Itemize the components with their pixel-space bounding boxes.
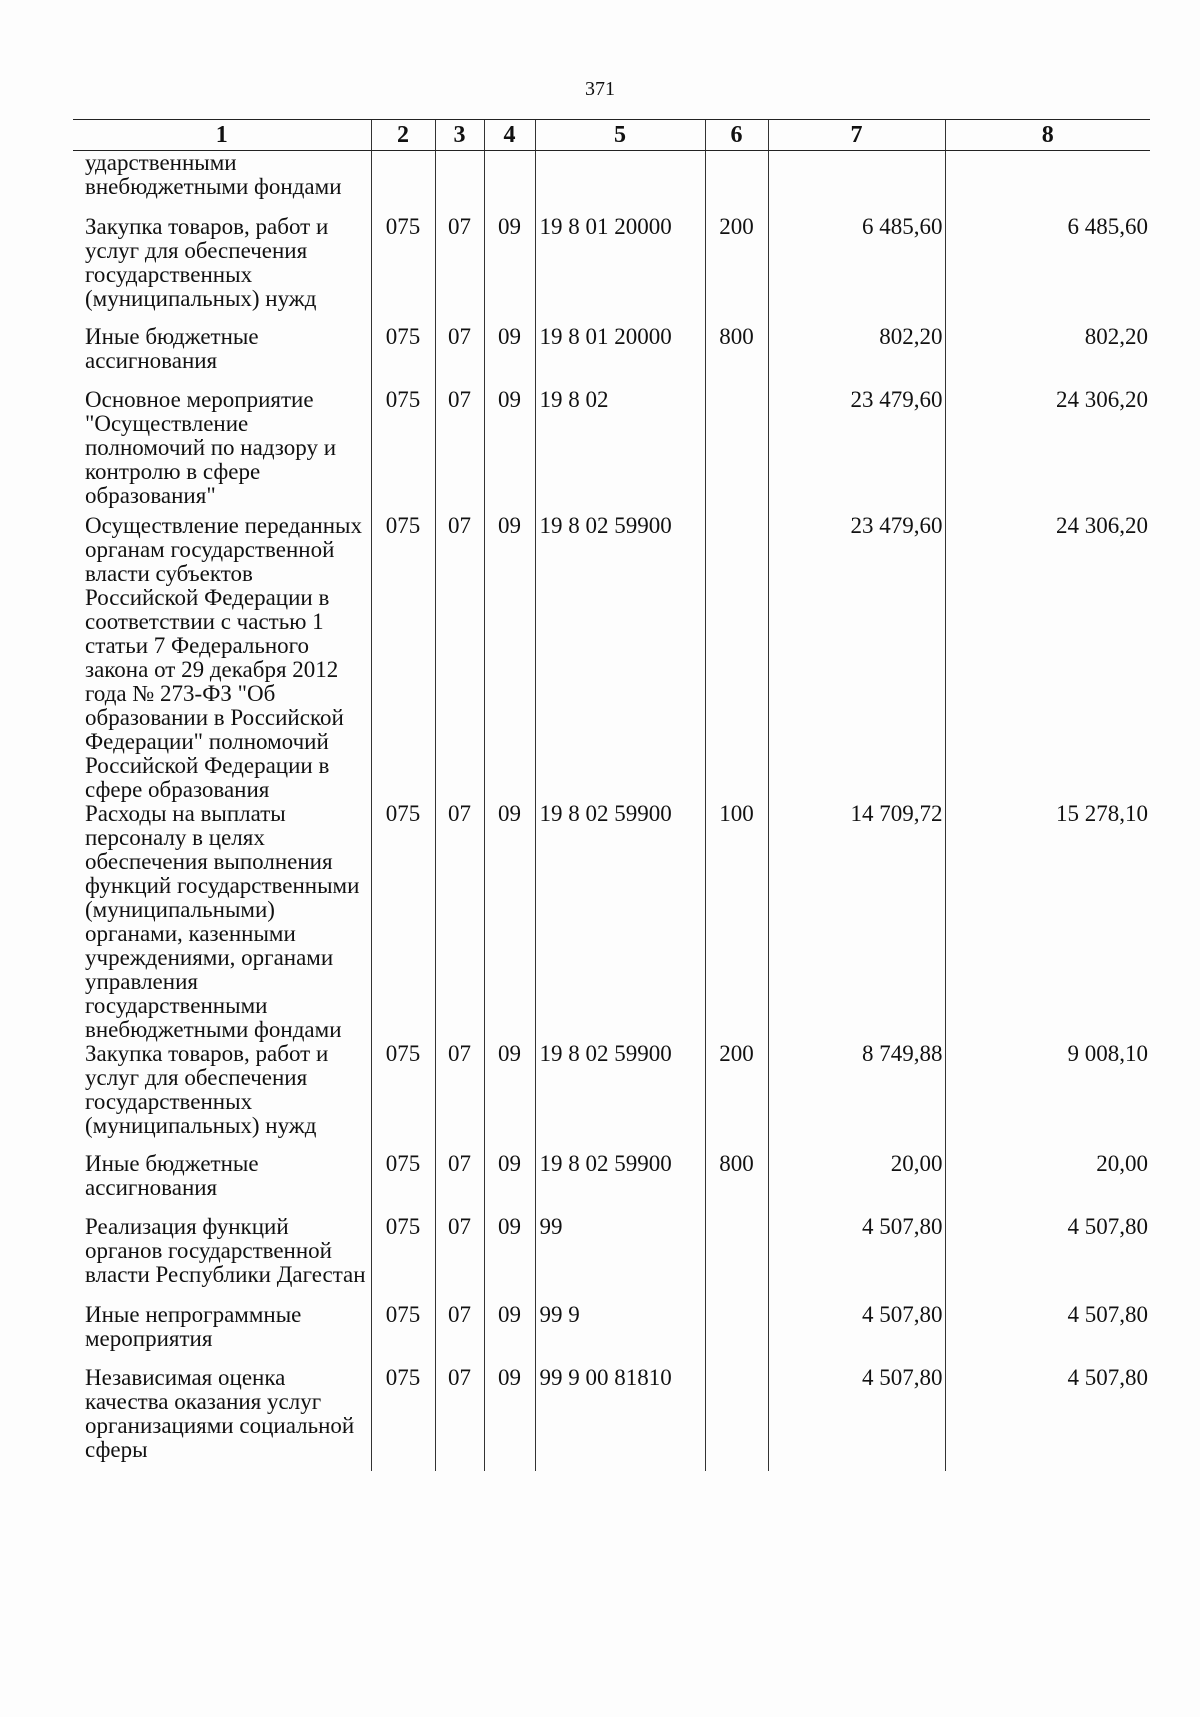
row-value-cell <box>371 1215 435 1303</box>
row-value: 07 <box>448 800 471 826</box>
row-value-cell <box>535 1366 705 1471</box>
header-row <box>73 120 1150 151</box>
row-value-cell <box>535 388 705 514</box>
row-value: 9 008,10 <box>1067 1040 1148 1066</box>
row-value: 09 <box>498 1150 521 1176</box>
row-value: 6 485,60 <box>1067 213 1148 239</box>
row-value-cell <box>371 1366 435 1471</box>
row-value: 09 <box>498 1301 521 1327</box>
page-number: 371 <box>585 78 615 100</box>
row-value-cell <box>535 802 705 1042</box>
row-value: 8 749,88 <box>862 1040 943 1066</box>
row-value-cell <box>535 325 705 388</box>
table-row <box>73 1303 1150 1366</box>
row-value-cell <box>535 215 705 325</box>
row-value: 802,20 <box>1084 323 1148 349</box>
row-value: 99 9 00 81810 <box>539 1364 672 1390</box>
row-value-cell <box>535 514 705 802</box>
row-value-cell <box>705 514 768 802</box>
row-description-cell <box>73 514 371 802</box>
row-value-cell <box>484 1215 535 1303</box>
row-value: 075 <box>385 1213 421 1239</box>
row-value-cell <box>484 215 535 325</box>
row-value-cell <box>484 151 535 215</box>
row-value: 15 278,10 <box>1056 800 1148 826</box>
row-description-cell <box>73 1152 371 1215</box>
row-value: 6 485,60 <box>862 213 943 239</box>
row-value: 200 <box>719 1040 754 1066</box>
row-value: 07 <box>448 213 471 239</box>
row-value-cell <box>945 215 1150 325</box>
row-value-cell <box>435 215 484 325</box>
row-value-cell <box>945 802 1150 1042</box>
row-value: 075 <box>385 1040 421 1066</box>
row-value-cell <box>371 802 435 1042</box>
row-value: 19 8 02 <box>539 386 609 412</box>
row-value-cell <box>371 388 435 514</box>
row-value: 800 <box>719 1150 754 1176</box>
row-value: 19 8 02 59900 <box>539 1150 672 1176</box>
row-value-cell <box>435 514 484 802</box>
table-row <box>73 1215 1150 1303</box>
row-value: 800 <box>719 323 754 349</box>
row-value-cell <box>945 388 1150 514</box>
row-value-cell <box>705 215 768 325</box>
row-value-cell <box>768 514 945 802</box>
row-description: Закупка товаров, работ и услуг для обеспечения государственных (муниципальных) нужд <box>85 213 329 311</box>
row-value: 24 306,20 <box>1056 386 1148 412</box>
row-value: 4 507,80 <box>1067 1301 1148 1327</box>
row-value: 07 <box>448 323 471 349</box>
row-value-cell <box>535 1152 705 1215</box>
table-row <box>73 802 1150 1042</box>
row-description: Расходы на выплаты персоналу в целях обеспечения выполнения функций государственными (муниципальными) органами, казенными учреждениями, органами управления государственными внебюджетными фондами <box>85 800 360 1042</box>
row-value-cell <box>705 1215 768 1303</box>
row-value: 99 9 <box>539 1301 580 1327</box>
row-value-cell <box>705 1152 768 1215</box>
row-value-cell <box>484 1152 535 1215</box>
table-row <box>73 388 1150 514</box>
row-value-cell <box>945 1303 1150 1366</box>
row-value-cell <box>435 151 484 215</box>
table-row <box>73 1366 1150 1471</box>
row-value: 09 <box>498 512 521 538</box>
row-value-cell <box>945 1366 1150 1471</box>
row-value: 20,00 <box>890 1150 943 1176</box>
row-value-cell <box>768 215 945 325</box>
row-value-cell <box>945 1215 1150 1303</box>
column-header: 6 <box>705 120 768 151</box>
row-value: 075 <box>385 512 421 538</box>
row-value: 200 <box>719 213 754 239</box>
row-description: Иные бюджетные ассигнования <box>85 323 259 373</box>
row-value: 99 <box>539 1213 563 1239</box>
row-description-cell <box>73 1042 371 1152</box>
row-description-cell <box>73 802 371 1042</box>
row-value-cell <box>768 1215 945 1303</box>
row-value: 09 <box>498 213 521 239</box>
row-value: 4 507,80 <box>862 1301 943 1327</box>
row-value: 075 <box>385 1301 421 1327</box>
row-value: 075 <box>385 800 421 826</box>
row-description: ударственными внебюджетными фондами <box>85 150 342 199</box>
row-description-cell <box>73 151 371 215</box>
row-value: 07 <box>448 1150 471 1176</box>
row-value-cell <box>484 802 535 1042</box>
column-header: 2 <box>371 120 435 151</box>
row-value: 14 709,72 <box>850 800 943 826</box>
row-value: 802,20 <box>879 323 943 349</box>
row-value-cell <box>945 1152 1150 1215</box>
row-value-cell <box>435 325 484 388</box>
row-value: 24 306,20 <box>1056 512 1148 538</box>
row-value-cell <box>371 151 435 215</box>
row-value-cell <box>768 1042 945 1152</box>
row-value-cell <box>371 215 435 325</box>
row-value: 07 <box>448 1213 471 1239</box>
row-value: 07 <box>448 386 471 412</box>
row-value-cell <box>945 325 1150 388</box>
row-value: 09 <box>498 1364 521 1390</box>
table-row <box>73 1152 1150 1215</box>
row-description: Закупка товаров, работ и услуг для обеспечения государственных (муниципальных) нужд <box>85 1040 329 1138</box>
column-header: 4 <box>484 120 535 151</box>
row-value-cell <box>371 325 435 388</box>
row-value-cell <box>371 1042 435 1152</box>
row-value-cell <box>705 1366 768 1471</box>
row-value-cell <box>768 802 945 1042</box>
row-value-cell <box>768 151 945 215</box>
row-value-cell <box>535 151 705 215</box>
row-value-cell <box>945 514 1150 802</box>
row-value: 09 <box>498 1040 521 1066</box>
row-value: 075 <box>385 323 421 349</box>
row-value: 4 507,80 <box>1067 1213 1148 1239</box>
row-value: 07 <box>448 1301 471 1327</box>
row-value-cell <box>484 514 535 802</box>
row-value-cell <box>535 1042 705 1152</box>
row-value-cell <box>705 151 768 215</box>
row-description: Реализация функций органов государственной власти Республики Дагестан <box>85 1213 366 1287</box>
column-header: 8 <box>945 120 1150 151</box>
row-value: 20,00 <box>1096 1150 1148 1176</box>
row-value-cell <box>435 1152 484 1215</box>
row-value-cell <box>435 1366 484 1471</box>
row-value-cell <box>435 1303 484 1366</box>
row-value: 075 <box>385 213 421 239</box>
row-value-cell <box>768 388 945 514</box>
row-description: Осуществление переданных органам государственной власти субъектов Российской Федерации в соответствии с частью 1 статьи 7 Федерального закона от 29 декабря 2012 года № 273-ФЗ "Об образовании в Российской Федерации" полномочий Российской Федерации в сфере образования <box>85 512 362 802</box>
row-description-cell <box>73 215 371 325</box>
row-value-cell <box>484 325 535 388</box>
row-value-cell <box>705 388 768 514</box>
row-value: 07 <box>448 1040 471 1066</box>
row-value-cell <box>435 388 484 514</box>
row-value-cell <box>371 1152 435 1215</box>
row-description-cell <box>73 1303 371 1366</box>
row-value: 075 <box>385 1150 421 1176</box>
row-value: 09 <box>498 1213 521 1239</box>
row-value: 23 479,60 <box>850 386 943 412</box>
row-value-cell <box>768 1366 945 1471</box>
row-value-cell <box>535 1215 705 1303</box>
row-value-cell <box>768 1152 945 1215</box>
row-value: 4 507,80 <box>862 1213 943 1239</box>
row-value-cell <box>371 514 435 802</box>
row-value-cell <box>945 151 1150 215</box>
row-value: 19 8 01 20000 <box>539 323 672 349</box>
row-value-cell <box>484 1042 535 1152</box>
table-row <box>73 215 1150 325</box>
table-row <box>73 514 1150 802</box>
column-header: 1 <box>73 120 371 151</box>
row-value-cell <box>484 1366 535 1471</box>
row-description: Иные непрограммные мероприятия <box>85 1301 302 1351</box>
row-value: 07 <box>448 512 471 538</box>
row-value: 07 <box>448 1364 471 1390</box>
column-header: 3 <box>435 120 484 151</box>
row-value-cell <box>768 325 945 388</box>
row-value: 09 <box>498 386 521 412</box>
row-description-cell <box>73 388 371 514</box>
row-value-cell <box>435 802 484 1042</box>
row-value: 09 <box>498 323 521 349</box>
row-description-cell <box>73 1215 371 1303</box>
column-header: 7 <box>768 120 945 151</box>
row-value-cell <box>705 802 768 1042</box>
row-value-cell <box>705 1042 768 1152</box>
row-value-cell <box>484 388 535 514</box>
row-value: 4 507,80 <box>1067 1364 1148 1390</box>
row-value: 4 507,80 <box>862 1364 943 1390</box>
row-value-cell <box>705 325 768 388</box>
row-description: Иные бюджетные ассигнования <box>85 1150 259 1200</box>
row-value-cell <box>768 1303 945 1366</box>
row-description: Основное мероприятие "Осуществление полномочий по надзору и контролю в сфере образования" <box>85 386 337 508</box>
row-value-cell <box>705 1303 768 1366</box>
row-value-cell <box>945 1042 1150 1152</box>
table-row <box>73 151 1150 215</box>
row-value: 09 <box>498 800 521 826</box>
budget-table <box>73 119 1150 1471</box>
row-description: Независимая оценка качества оказания услуг организациями социальной сферы <box>85 1364 355 1462</box>
row-value: 100 <box>719 800 754 826</box>
row-value: 19 8 02 59900 <box>539 512 672 538</box>
row-value: 23 479,60 <box>850 512 943 538</box>
row-value-cell <box>371 1303 435 1366</box>
row-value-cell <box>435 1215 484 1303</box>
row-value-cell <box>484 1303 535 1366</box>
row-value: 19 8 02 59900 <box>539 800 672 826</box>
table-row <box>73 1042 1150 1152</box>
row-value-cell <box>535 1303 705 1366</box>
row-value: 19 8 02 59900 <box>539 1040 672 1066</box>
row-value-cell <box>435 1042 484 1152</box>
row-description-cell <box>73 1366 371 1471</box>
column-header: 5 <box>535 120 705 151</box>
row-value: 075 <box>385 1364 421 1390</box>
row-value: 19 8 01 20000 <box>539 213 672 239</box>
row-description-cell <box>73 325 371 388</box>
row-value: 075 <box>385 386 421 412</box>
table-row <box>73 325 1150 388</box>
